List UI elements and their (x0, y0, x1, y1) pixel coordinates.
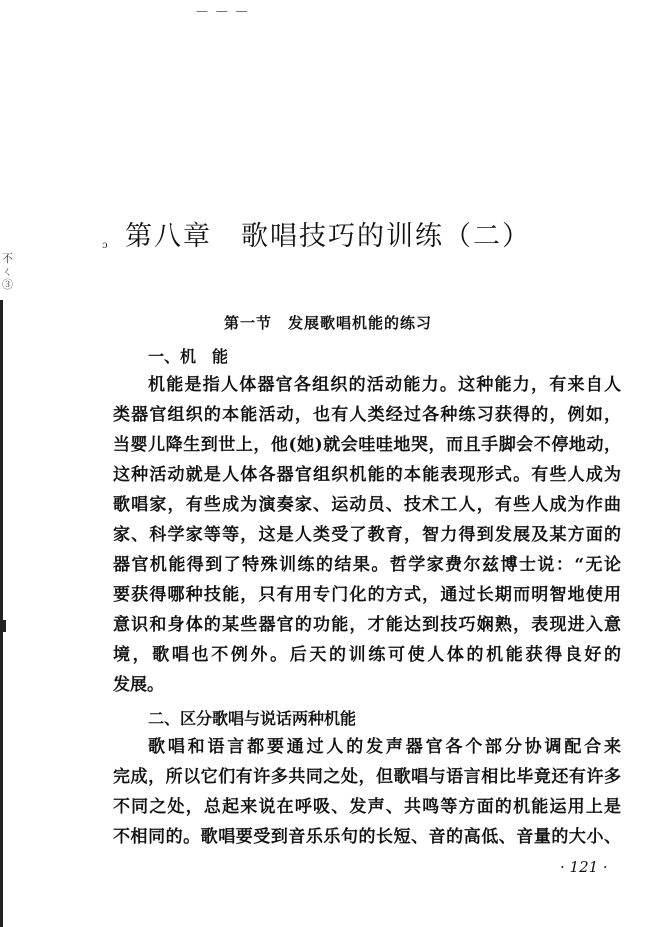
text-line: 类器官组织的本能活动，也有人类经过各种练习获得的，例如， (113, 405, 621, 425)
text-line: 发展。 (113, 675, 164, 695)
text-line: 这种活动就是人体各器官组织机能的本能表现形式。有些人成为 (113, 465, 621, 485)
subheading-function: 一、机 能 (148, 347, 229, 366)
paragraph-function (113, 370, 621, 700)
text-line: 家、科学家等等，这是人类受了教育，智力得到发展及某方面的 (113, 525, 621, 545)
subheading-distinguish: 二、区分歌唱与说话两种机能 (148, 709, 357, 728)
text-line: 完成，所以它们有许多共同之处，但歌唱与语言相比毕竟还有许多 (113, 767, 621, 787)
paragraph-distinguish (113, 732, 621, 852)
text-line: 意识和身体的某些器官的功能，才能达到技巧娴熟，表现进入意 (113, 615, 621, 635)
text-line: 要获得哪种技能，只有用专门化的方式，通过长期而明智地使用 (113, 585, 621, 605)
page-number: · 121 · (560, 858, 608, 876)
binding-tick (0, 620, 6, 632)
binding-shadow (0, 300, 3, 927)
text-line: 歌唱家，有些成为演奏家、运动员、技术工人，有些人成为作曲 (113, 495, 621, 515)
text-line: 不同之处，总起来说在呼吸、发声、共鸣等方面的机能运用上是 (113, 797, 621, 817)
text-line: 机能是指人体器官各组织的活动能力。这种能力，有来自人 (148, 375, 621, 395)
left-edge-marks: 不 ㄑ ③ (2, 252, 13, 291)
chapter-title: 第八章 歌唱技巧的训练（二） (125, 221, 531, 253)
stray-mark: ɔ (102, 240, 108, 251)
top-edge-marks: — — — (196, 4, 250, 18)
text-line: 境，歌唱也不例外。后天的训练可使人体的机能获得良好的 (113, 645, 621, 665)
text-line: 不相同的。歌唱要受到音乐乐句的长短、音的高低、音量的大小、 (113, 827, 621, 847)
text-line: 当婴儿降生到世上，他(她)就会哇哇地哭，而且手脚会不停地动， (113, 435, 621, 455)
section-title: 第一节 发展歌唱机能的练习 (223, 314, 432, 333)
text-line: 歌唱和语言都要通过人的发声器官各个部分协调配合来 (148, 737, 621, 757)
text-line: 器官机能得到了特殊训练的结果。哲学家费尔兹博士说：“无论 (113, 555, 621, 575)
